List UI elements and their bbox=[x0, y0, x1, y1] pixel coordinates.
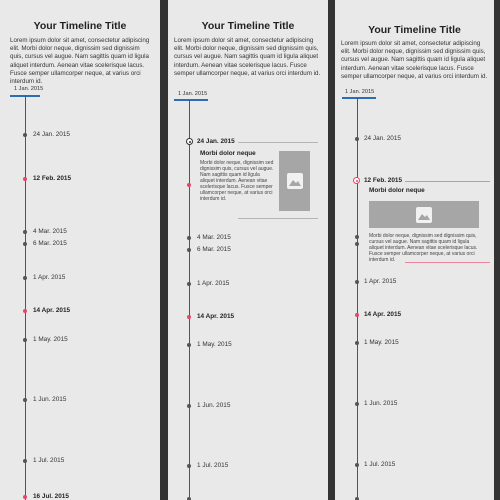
event-date: 24 Jan. 2015 bbox=[33, 131, 70, 138]
event-marker bbox=[355, 402, 359, 406]
event-date: 1 Jul. 2015 bbox=[33, 457, 65, 464]
event-card-title: Morbi dolor neque bbox=[369, 187, 425, 194]
event-date: 1 Jul. 2015 bbox=[197, 462, 229, 469]
event-date: 6 Mar. 2015 bbox=[197, 246, 231, 253]
event-date: 1 Jul. 2015 bbox=[364, 461, 396, 468]
timeline-intro: Lorem ipsum dolor sit amet, consectetur adipiscing elit. Morbi dolor neque, dignissim sed dignissim quis, cursus vel augue. Nam sagittis quam id ligula aliquet interdum. Aenean vitae scelerisque lacus. Fusce semper ullamcorper neque, at varius orci interdum id. bbox=[10, 37, 150, 86]
event-date: 1 Apr. 2015 bbox=[197, 280, 230, 287]
start-date-underline bbox=[174, 99, 208, 101]
start-date-underline bbox=[342, 97, 376, 99]
event-marker bbox=[187, 248, 191, 252]
timeline-intro: Lorem ipsum dolor sit amet, consectetur adipiscing elit. Morbi dolor neque, dignissim sed dignissim quis, cursus vel augue. Nam sagittis quam id ligula aliquet interdum. Aenean vitae scelerisque lacus. Fusce semper ullamcorper neque, at varius orci interdum id. bbox=[341, 40, 488, 80]
event-date: 1 Jun. 2015 bbox=[364, 400, 398, 407]
event-date: 1 Apr. 2015 bbox=[364, 278, 397, 285]
event-marker bbox=[355, 242, 359, 246]
event-date: 1 Apr. 2015 bbox=[33, 274, 66, 281]
event-marker bbox=[187, 183, 191, 187]
event-marker bbox=[23, 133, 27, 137]
event-date: 1 May. 2015 bbox=[364, 339, 399, 346]
event-marker bbox=[355, 137, 359, 141]
timeline-panel-card-below bbox=[335, 0, 494, 500]
timeline-axis bbox=[25, 96, 26, 500]
event-date: 12 Feb. 2015 bbox=[33, 175, 72, 182]
timeline-panel-card-right bbox=[168, 0, 328, 500]
event-marker bbox=[23, 177, 27, 181]
event-separator bbox=[405, 262, 490, 263]
event-date: 16 Jul. 2015 bbox=[33, 493, 69, 500]
event-marker bbox=[23, 398, 27, 402]
event-date: 1 May. 2015 bbox=[33, 336, 68, 343]
image-placeholder-icon bbox=[416, 207, 432, 223]
event-marker bbox=[187, 236, 191, 240]
start-date-label: 1 Jan. 2015 bbox=[14, 86, 44, 92]
timeline-title: Your Timeline Title bbox=[201, 20, 295, 32]
event-date: 14 Apr. 2015 bbox=[364, 311, 402, 318]
event-date: 4 Mar. 2015 bbox=[197, 234, 231, 241]
event-marker bbox=[187, 282, 191, 286]
event-marker bbox=[355, 280, 359, 284]
event-separator bbox=[238, 142, 318, 143]
timeline-title: Your Timeline Title bbox=[368, 24, 461, 36]
start-date-label: 1 Jan. 2015 bbox=[345, 89, 375, 95]
event-marker bbox=[23, 242, 27, 246]
timeline-panel-collapsed bbox=[0, 0, 160, 500]
event-date: 1 May. 2015 bbox=[197, 341, 232, 348]
event-card-text: Morbi dolor neque, dignissim sed dignissim quis, cursus vel augue. Nam sagittis quam id ligula aliquet interdum. Aenean vitae scelerisque lacus. Fusce semper ullamcorper neque, at varius orci interdum id. bbox=[200, 160, 274, 202]
event-marker bbox=[355, 313, 359, 317]
event-date: 1 Jun. 2015 bbox=[197, 402, 231, 409]
event-marker-selected bbox=[353, 177, 360, 184]
event-card-image bbox=[279, 151, 310, 211]
event-date: 24 Jan. 2015 bbox=[364, 135, 401, 142]
event-card-title: Morbi dolor neque bbox=[200, 150, 256, 157]
event-marker bbox=[187, 343, 191, 347]
event-separator bbox=[238, 218, 318, 219]
event-marker bbox=[23, 309, 27, 313]
event-marker bbox=[355, 341, 359, 345]
event-marker bbox=[23, 276, 27, 280]
start-date-label: 1 Jan. 2015 bbox=[178, 91, 208, 97]
event-card-text: Morbi dolor neque, dignissim sed dignissim quis, cursus vel augue. Nam sagittis quam id ligula aliquet interdum. Aenean vitae scelerisque lacus. Fusce semper ullamcorper neque, at varius orci interdum id. bbox=[369, 233, 478, 263]
event-date: 6 Mar. 2015 bbox=[33, 240, 67, 247]
event-marker bbox=[187, 404, 191, 408]
event-date: 24 Jan. 2015 bbox=[197, 138, 235, 145]
event-date: 1 Jun. 2015 bbox=[33, 396, 67, 403]
event-marker bbox=[355, 463, 359, 467]
timeline-axis bbox=[189, 100, 190, 500]
event-marker bbox=[23, 459, 27, 463]
event-marker bbox=[23, 338, 27, 342]
image-placeholder-icon bbox=[287, 173, 303, 189]
event-card-image bbox=[369, 201, 479, 228]
timeline-axis bbox=[357, 98, 358, 500]
event-marker-selected bbox=[186, 138, 193, 145]
timeline-title: Your Timeline Title bbox=[33, 20, 127, 32]
event-marker bbox=[355, 235, 359, 239]
event-marker bbox=[23, 230, 27, 234]
event-marker bbox=[187, 464, 191, 468]
timeline-intro: Lorem ipsum dolor sit amet, consectetur adipiscing elit. Morbi dolor neque, dignissim sed dignissim quis, cursus vel augue. Nam sagittis quam id ligula aliquet interdum. Aenean vitae scelerisque lacus. Fusce semper ullamcorper neque, at varius orci interdum id. bbox=[174, 37, 321, 77]
event-date: 12 Feb. 2015 bbox=[364, 177, 403, 184]
event-date: 14 Apr. 2015 bbox=[33, 307, 71, 314]
event-date: 14 Apr. 2015 bbox=[197, 313, 235, 320]
event-marker bbox=[187, 315, 191, 319]
event-date: 4 Mar. 2015 bbox=[33, 228, 67, 235]
event-separator bbox=[405, 181, 490, 182]
event-marker bbox=[23, 495, 27, 499]
